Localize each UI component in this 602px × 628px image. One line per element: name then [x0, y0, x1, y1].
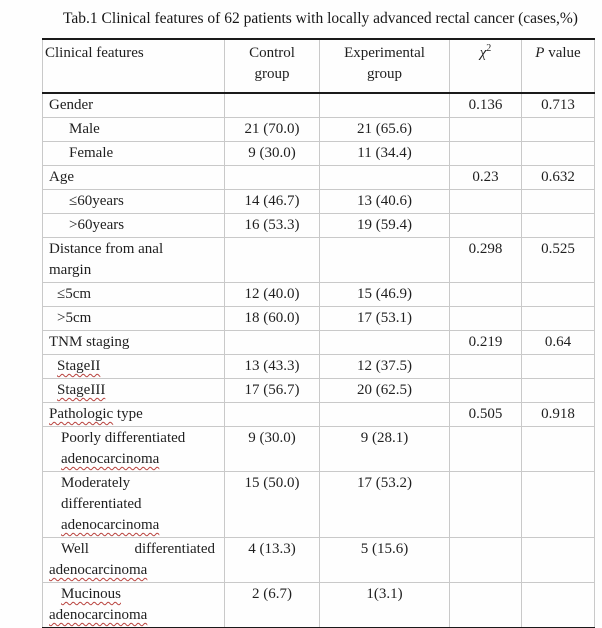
feature-text: type: [113, 406, 143, 422]
experimental-value-cell: [320, 403, 450, 426]
feature-line: [45, 143, 222, 164]
chi-square-value-cell: [450, 355, 522, 378]
clinical-features-table: [42, 38, 595, 628]
p-value-cell: [522, 583, 595, 627]
control-value-cell: 9 (30.0): [225, 427, 320, 471]
feature-line: [45, 584, 222, 605]
table-row: [42, 166, 595, 190]
feature-text: Age: [49, 169, 74, 185]
table-caption: Tab.1 Clinical features of 62 patients with locally advanced rectal cancer (cases,%): [63, 10, 578, 27]
experimental-value-cell: 19 (59.4): [320, 214, 450, 237]
feature-text: >5cm: [57, 310, 92, 326]
p-value-cell: 0.918: [522, 403, 595, 426]
control-value-cell: [225, 94, 320, 117]
feature-cell: [42, 190, 225, 213]
feature-text: >60years: [69, 217, 125, 233]
chi-square-value-cell: [450, 538, 522, 582]
feature-cell: [42, 118, 225, 141]
feature-text-misspelled: adenocarcinoma: [49, 607, 148, 623]
header-control-group: [225, 40, 320, 92]
feature-text: ≤5cm: [57, 286, 92, 302]
feature-cell: [42, 379, 225, 402]
feature-text: ≤60years: [69, 193, 124, 209]
experimental-value-cell: [320, 331, 450, 354]
header-clinical-features-label: Clinical features: [45, 45, 144, 61]
chi-square-value-cell: [450, 283, 522, 306]
chi-square-value-cell: 0.505: [450, 403, 522, 426]
table-header-row: [42, 40, 595, 94]
header-experimental-group: [320, 40, 450, 92]
experimental-value-cell: 9 (28.1): [320, 427, 450, 471]
feature-line: [45, 473, 222, 494]
chi-square-value-cell: 0.298: [450, 238, 522, 282]
control-value-cell: 15 (50.0): [225, 472, 320, 537]
experimental-value-cell: 13 (40.6): [320, 190, 450, 213]
table-row: [42, 118, 595, 142]
p-value-cell: [522, 118, 595, 141]
feature-line: [45, 284, 222, 305]
chi-square-value-cell: [450, 472, 522, 537]
experimental-value-cell: 1(3.1): [320, 583, 450, 627]
feature-line: [45, 494, 222, 515]
table-row: [42, 472, 595, 538]
p-value-cell: [522, 472, 595, 537]
feature-text: differentiated: [134, 541, 215, 557]
control-value-cell: 18 (60.0): [225, 307, 320, 330]
chi-square-value-cell: [450, 583, 522, 627]
table-row: [42, 538, 595, 583]
control-value-cell: 9 (30.0): [225, 142, 320, 165]
table-row: [42, 427, 595, 472]
chi-square-value-cell: 0.219: [450, 331, 522, 354]
feature-line: [45, 380, 222, 401]
p-value-cell: [522, 283, 595, 306]
p-value-cell: [522, 538, 595, 582]
feature-line: [45, 260, 222, 281]
feature-text: differentiated: [61, 496, 142, 512]
feature-line: [45, 356, 222, 377]
feature-line: [45, 428, 222, 449]
feature-line: [45, 560, 222, 581]
feature-cell: [42, 283, 225, 306]
p-value-cell: 0.64: [522, 331, 595, 354]
chi-square-value-cell: [450, 190, 522, 213]
feature-cell: [42, 331, 225, 354]
feature-text-misspelled: adenocarcinoma: [61, 517, 160, 533]
p-symbol: P: [535, 45, 545, 61]
control-value-cell: 21 (70.0): [225, 118, 320, 141]
feature-text-misspelled: StageIII: [57, 382, 106, 398]
chi-square-value-cell: [450, 118, 522, 141]
table-row: [42, 190, 595, 214]
p-value-cell: 0.632: [522, 166, 595, 189]
table-row: [42, 331, 595, 355]
feature-text: Female: [69, 145, 114, 161]
feature-text: margin: [49, 262, 92, 278]
header-p-value: [522, 40, 595, 92]
feature-line: [45, 308, 222, 329]
feature-cell: [42, 427, 225, 471]
experimental-value-cell: 20 (62.5): [320, 379, 450, 402]
p-value-cell: [522, 307, 595, 330]
control-value-cell: 4 (13.3): [225, 538, 320, 582]
feature-cell: [42, 214, 225, 237]
feature-cell: [42, 142, 225, 165]
feature-cell: [42, 166, 225, 189]
p-value-cell: [522, 427, 595, 471]
feature-line: [45, 605, 222, 626]
feature-line: [45, 404, 222, 425]
feature-line: [45, 515, 222, 536]
feature-cell: [42, 583, 225, 627]
feature-line: [45, 167, 222, 188]
feature-text: Distance from anal: [49, 241, 164, 257]
header-control-line1: Control: [249, 45, 295, 61]
table-row: [42, 214, 595, 238]
experimental-value-cell: 5 (15.6): [320, 538, 450, 582]
experimental-value-cell: 17 (53.2): [320, 472, 450, 537]
feature-cell: [42, 94, 225, 117]
feature-cell: [42, 403, 225, 426]
control-value-cell: 17 (56.7): [225, 379, 320, 402]
feature-text-misspelled: adenocarcinoma: [61, 451, 160, 467]
feature-line: [45, 539, 222, 560]
p-value-cell: [522, 379, 595, 402]
p-value-label: value: [544, 45, 581, 61]
control-value-cell: [225, 403, 320, 426]
table-row: [42, 283, 595, 307]
experimental-value-cell: 12 (37.5): [320, 355, 450, 378]
chi-square-value-cell: [450, 379, 522, 402]
feature-line: [45, 449, 222, 470]
header-control-line2: group: [254, 66, 290, 82]
feature-text-misspelled: adenocarcinoma: [49, 562, 148, 578]
header-experimental-line2: group: [367, 66, 402, 82]
control-value-cell: 12 (40.0): [225, 283, 320, 306]
feature-line: [45, 191, 222, 212]
experimental-value-cell: 21 (65.6): [320, 118, 450, 141]
experimental-value-cell: [320, 166, 450, 189]
chi-symbol: χ: [479, 45, 487, 61]
feature-line: [45, 215, 222, 236]
feature-cell: [42, 472, 225, 537]
control-value-cell: [225, 166, 320, 189]
table-row: [42, 583, 595, 627]
feature-line: [45, 119, 222, 140]
feature-cell: [42, 538, 225, 582]
control-value-cell: 16 (53.3): [225, 214, 320, 237]
control-value-cell: [225, 331, 320, 354]
table-row: [42, 355, 595, 379]
feature-cell: [42, 307, 225, 330]
p-value-cell: [522, 214, 595, 237]
chi-square-value-cell: 0.136: [450, 94, 522, 117]
feature-text-misspelled: Pathologic: [49, 406, 114, 422]
feature-text: Male: [69, 121, 100, 137]
feature-line: [45, 332, 222, 353]
experimental-value-cell: 11 (34.4): [320, 142, 450, 165]
feature-cell: [42, 238, 225, 282]
chi-square-value-cell: [450, 427, 522, 471]
feature-text: TNM staging: [49, 334, 130, 350]
feature-text: Well: [61, 541, 89, 557]
control-value-cell: [225, 238, 320, 282]
p-value-cell: 0.713: [522, 94, 595, 117]
feature-line: [45, 239, 222, 260]
chi-square-value-cell: [450, 214, 522, 237]
chi-square-value-cell: [450, 307, 522, 330]
chi-square-value-cell: [450, 142, 522, 165]
feature-text: Moderately: [61, 475, 131, 491]
header-chi-square: [450, 40, 522, 92]
p-value-cell: 0.525: [522, 238, 595, 282]
feature-text-misspelled: StageII: [57, 358, 101, 374]
chi-superscript: 2: [486, 43, 492, 54]
table-row: [42, 94, 595, 118]
table-row: [42, 238, 595, 283]
header-clinical-features: [42, 40, 225, 92]
feature-line: [45, 95, 222, 116]
feature-text: Gender: [49, 97, 94, 113]
experimental-value-cell: 17 (53.1): [320, 307, 450, 330]
control-value-cell: 13 (43.3): [225, 355, 320, 378]
table-row: [42, 307, 595, 331]
table-row: [42, 142, 595, 166]
p-value-cell: [522, 190, 595, 213]
experimental-value-cell: 15 (46.9): [320, 283, 450, 306]
chi-square-value-cell: 0.23: [450, 166, 522, 189]
control-value-cell: 14 (46.7): [225, 190, 320, 213]
p-value-cell: [522, 355, 595, 378]
feature-text: Poorly differentiated: [61, 430, 186, 446]
feature-text-misspelled: Mucinous: [61, 586, 121, 602]
p-value-cell: [522, 142, 595, 165]
table-row: [42, 379, 595, 403]
control-value-cell: 2 (6.7): [225, 583, 320, 627]
experimental-value-cell: [320, 94, 450, 117]
table-row: [42, 403, 595, 427]
feature-cell: [42, 355, 225, 378]
header-experimental-line1: Experimental: [344, 45, 425, 61]
table-body: [42, 94, 595, 627]
experimental-value-cell: [320, 238, 450, 282]
